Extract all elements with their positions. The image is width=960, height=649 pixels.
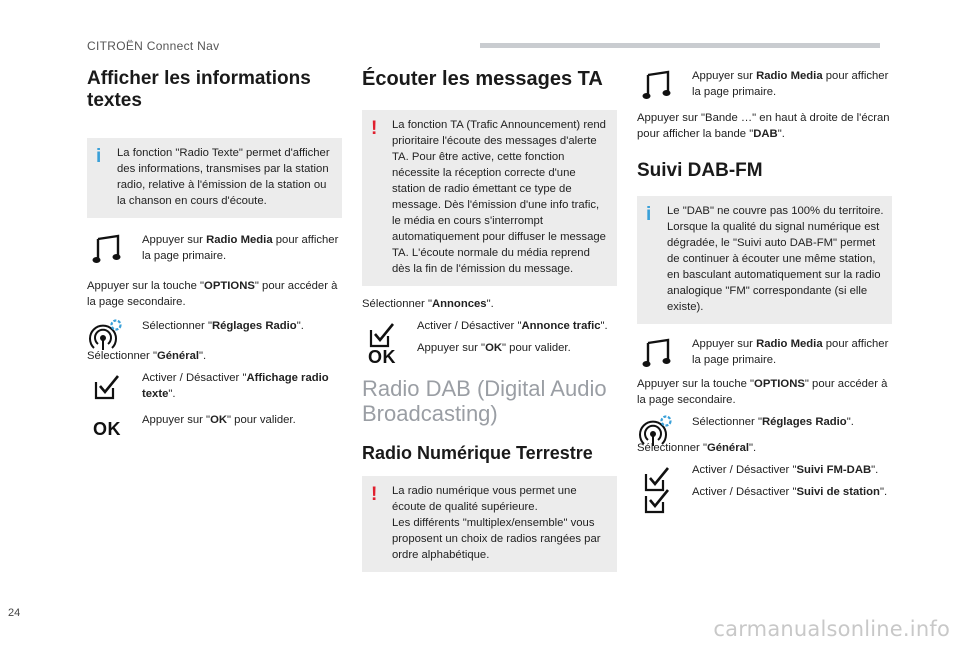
section-title-ta: Écouter les messages TA — [362, 68, 603, 90]
column-2 — [362, 68, 617, 572]
checkbox-icon — [87, 370, 127, 404]
note-line: La radio numérique vous permet une écoute de qualité supérieure. — [392, 485, 577, 513]
paragraph-announcements: Sélectionner "Annonces". — [362, 298, 494, 310]
paragraph-options: Appuyer sur la touche "OPTIONS" pour accéder à la page secondaire. — [637, 378, 888, 406]
note-line: Les différents "multiplex/ensemble" vous proposent un choix de radios rangées par ordre alphabétique. — [392, 517, 601, 561]
step-ok: OK Appuyer sur "OK" pour valider. — [362, 340, 617, 356]
chapter-title-dab: Radio DAB (Digital Audio Broadcasting) — [362, 376, 607, 426]
step-toggle-fm-dab: Activer / Désactiver "Suivi FM-DAB". — [637, 462, 892, 478]
header-bar — [480, 43, 880, 48]
paragraph-general: Sélectionner "Général". — [637, 442, 757, 454]
paragraph-options: Appuyer sur la touche "OPTIONS" pour accéder à la page secondaire. — [87, 280, 338, 308]
radio-settings-icon — [87, 318, 127, 352]
step-radio-settings: Sélectionner "Réglages Radio". — [637, 414, 892, 430]
step-radio-settings: Sélectionner "Réglages Radio". — [87, 318, 342, 334]
paragraph-band: Appuyer sur "Bande …" en haut à droite de l'écran pour afficher la bande "DAB". — [637, 112, 890, 140]
page-number: 24 — [8, 607, 21, 619]
column-3 — [637, 68, 892, 500]
step-toggle-station: Activer / Désactiver "Suivi de station". — [637, 484, 892, 500]
step-toggle-traffic: Activer / Désactiver "Annonce trafic". — [362, 318, 617, 334]
step-radio-media: Appuyer sur Radio Media pour afficher la page primaire. — [87, 232, 342, 264]
music-note-icon — [637, 68, 677, 102]
info-icon: i — [96, 146, 102, 167]
music-note-icon — [637, 336, 677, 370]
warning-note-dab — [362, 476, 617, 572]
radio-settings-icon — [637, 414, 677, 448]
warning-icon: ! — [371, 484, 378, 505]
info-icon: i — [646, 204, 652, 225]
step-toggle-radio-text: Activer / Désactiver "Affichage radio texte". — [87, 370, 342, 402]
note-text: La fonction "Radio Texte" permet d'afficher des informations, transmises par la station radio, relative à l'émission de la station ou la chanson en cours d'écoute. — [117, 147, 330, 207]
paragraph-general: Sélectionner "Général". — [87, 350, 207, 362]
ok-icon: OK — [368, 347, 396, 367]
section-title-dab-fm: Suivi DAB-FM — [637, 160, 763, 181]
note-line: Lorsque la qualité du signal numérique est dégradée, le "Suivi auto DAB-FM" permet de continuer à écouter une même station, en basculant automatiquement sur la radio analogique "FM" correspondante (si elle existe). — [667, 221, 881, 313]
section-title-dtr: Radio Numérique Terrestre — [362, 443, 593, 463]
watermark: carmanualsonline.info — [713, 617, 950, 641]
column-1 — [87, 68, 342, 439]
info-note — [87, 138, 342, 218]
note-line: Le "DAB" ne couvre pas 100% du territoire. — [667, 205, 884, 217]
section-title-text-info: Afficher les informations textes — [87, 68, 311, 111]
step-ok: OK Appuyer sur "OK" pour valider. — [87, 412, 342, 428]
music-note-icon — [87, 232, 127, 266]
step-radio-media: Appuyer sur Radio Media pour afficher la page primaire. — [637, 336, 892, 368]
ok-icon: OK — [93, 419, 121, 439]
checkbox-icon — [637, 484, 677, 518]
note-text: La fonction TA (Trafic Announcement) rend prioritaire l'écoute des messages d'alerte TA. Pour être active, cette fonction nécessite la réception correcte d'une station de radio émettant ce type de message. Dès l'émission d'une info trafic, le média en cours s'interrompt automatiquement pour diffuser le message TA. L'écoute normale du média reprend dès la fin de l'émission du message. — [392, 119, 606, 275]
header-brand: CITROËN Connect Nav — [87, 39, 220, 53]
warning-note — [362, 110, 617, 286]
step-radio-media: Appuyer sur Radio Media pour afficher la page primaire. — [637, 68, 892, 100]
warning-icon: ! — [371, 118, 378, 139]
info-note-dab — [637, 196, 892, 324]
